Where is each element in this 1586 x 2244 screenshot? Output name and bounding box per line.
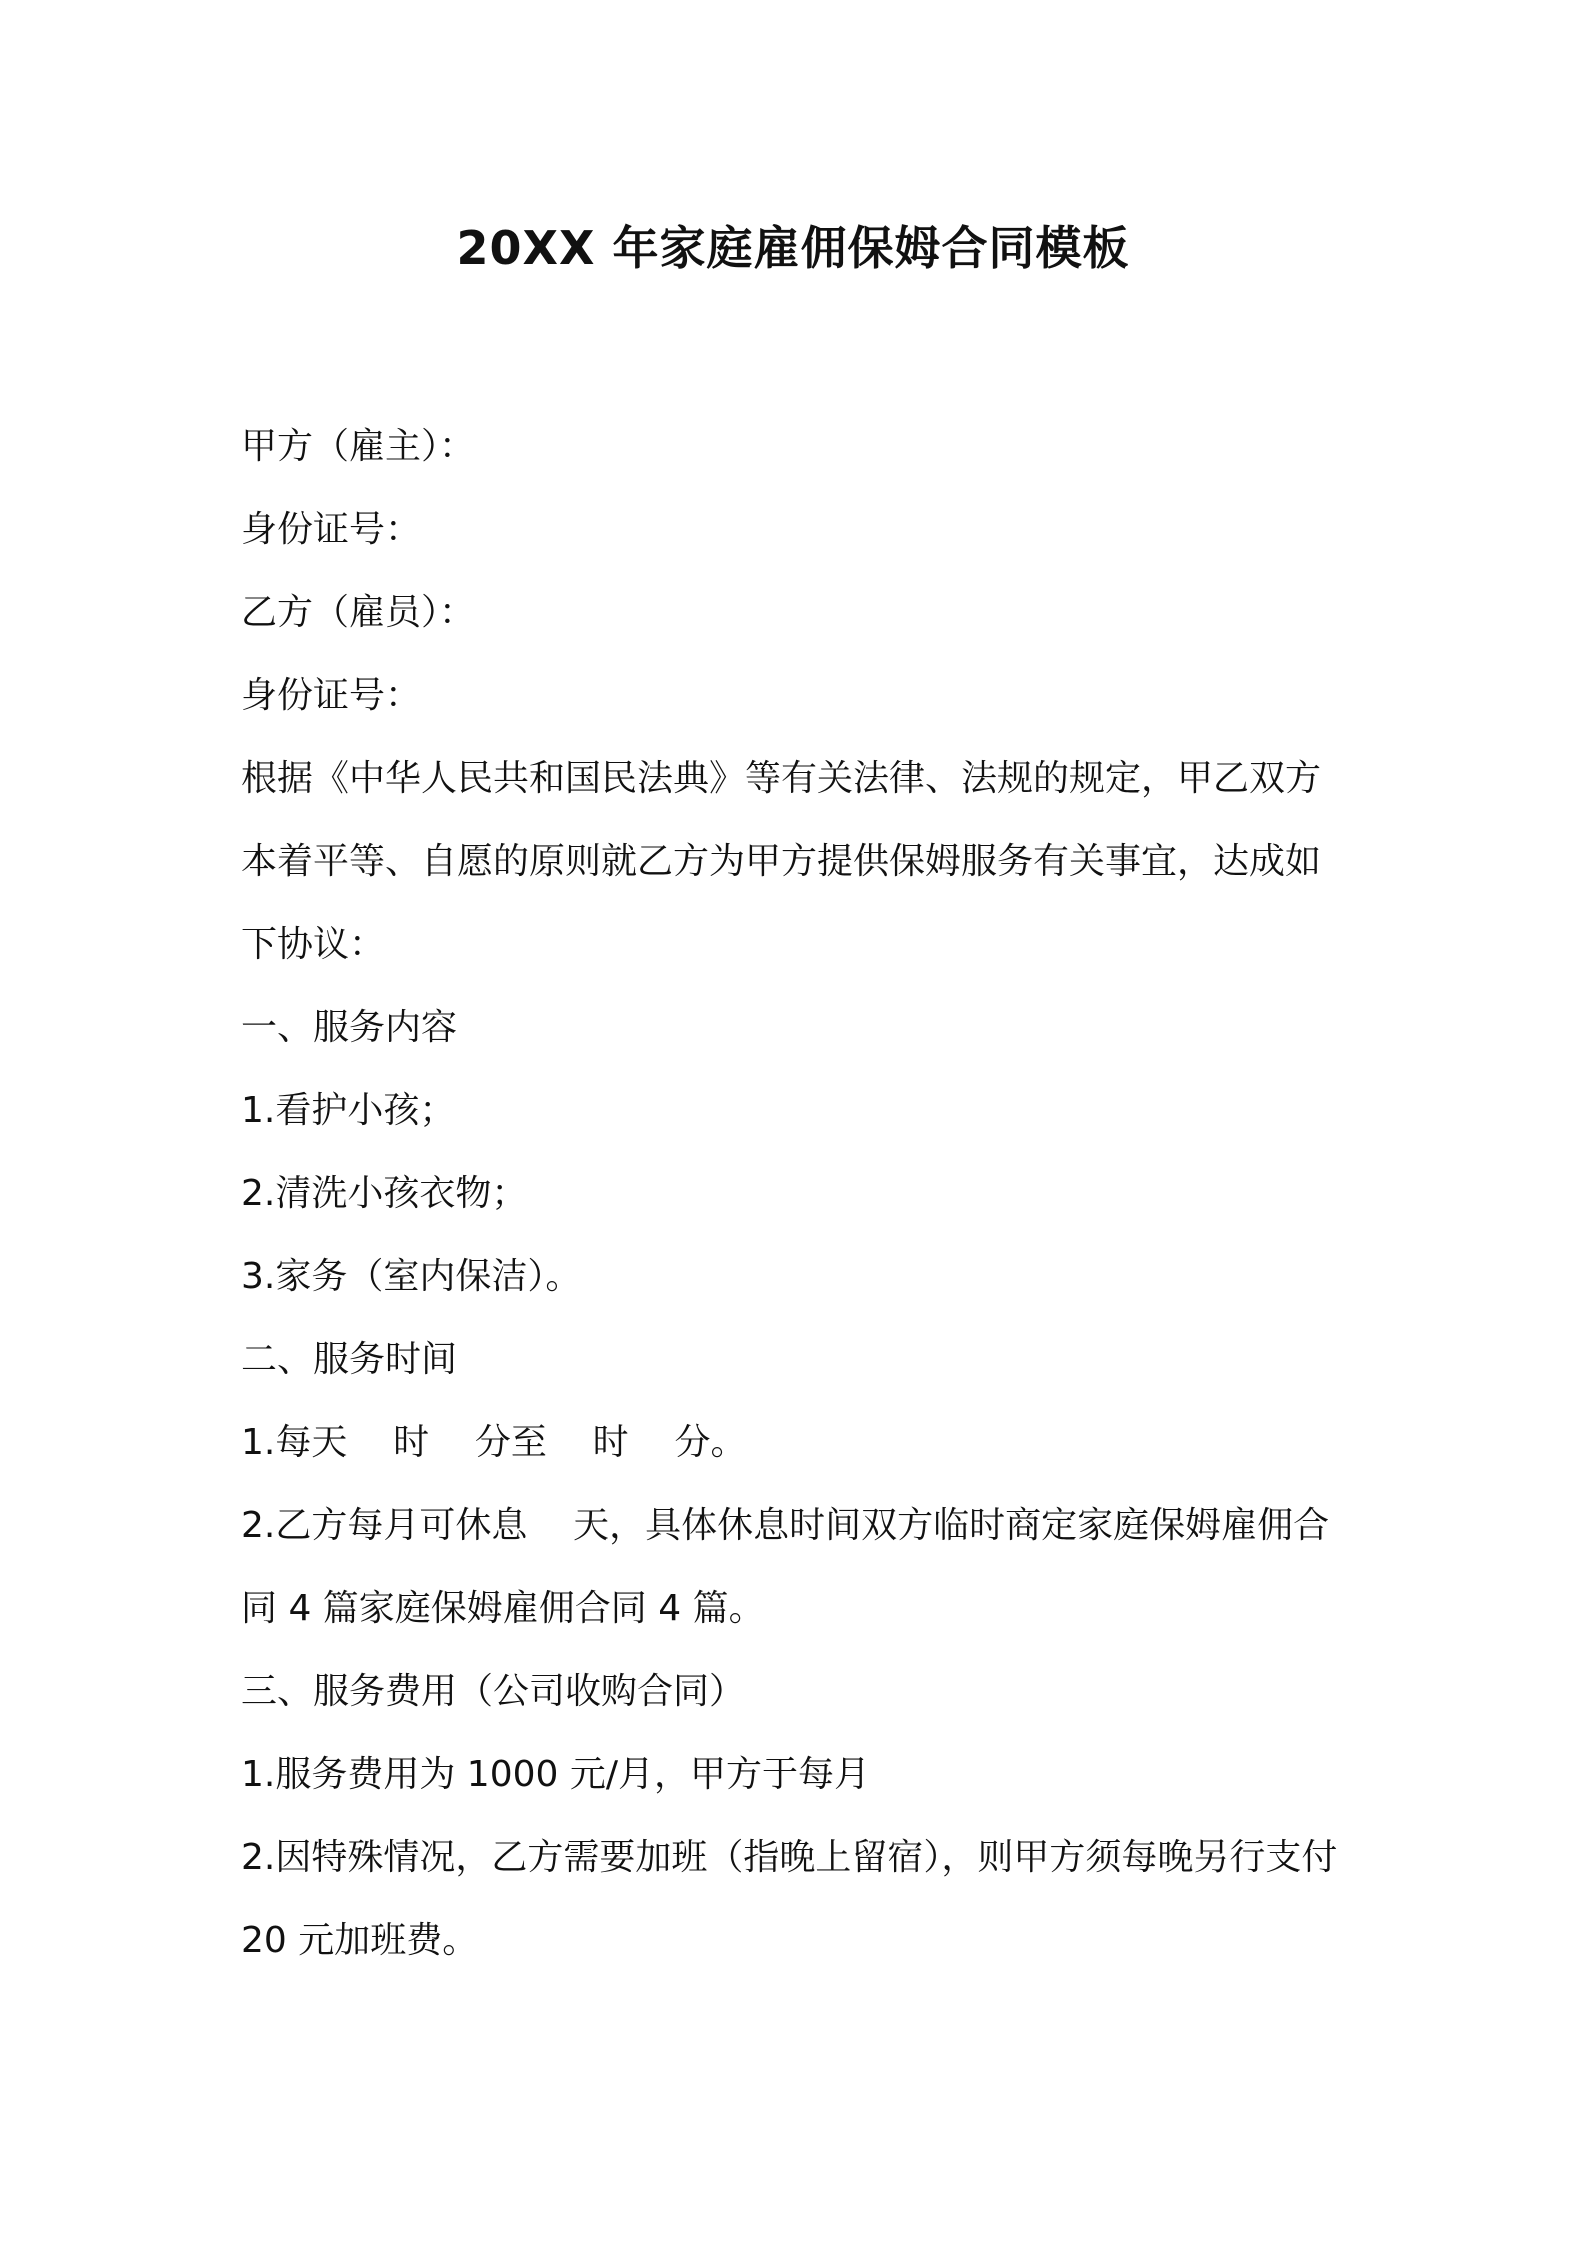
party-b-line: 乙方（雇员）： [241, 592, 476, 633]
service-fee-item-2: 2.因特殊情况，乙方需要加班（指晚上留宿），则甲方须每晚另行支付 20 元加班费。 [241, 1837, 1349, 1961]
service-fee-item-1: 1.服务费用为 1000 元/月，甲方于每月 [241, 1754, 870, 1795]
party-a-line: 甲方（雇主）： [241, 426, 476, 467]
party-a-id-line: 身份证号： [241, 509, 422, 550]
service-item-1: 1.看护小孩； [241, 1090, 456, 1131]
service-item-3: 3.家务（室内保洁）。 [241, 1256, 582, 1297]
document-body [241, 405, 1351, 1982]
service-time-item-2: 2.乙方每月可休息 天，具体休息时间双方临时商定家庭保姆雇佣合同 4 篇家庭保姆雇佣合同 4 篇。 [241, 1505, 1330, 1629]
service-time-item-1: 1.每天 时 分至 时 分。 [241, 1422, 747, 1463]
party-b-id-line: 身份证号： [241, 675, 422, 716]
section-heading-service-content: 一、服务内容 [241, 1007, 458, 1048]
section-heading-service-time: 二、服务时间 [241, 1339, 458, 1380]
document-title: 20XX 年家庭雇佣保姆合同模板 [456, 221, 1130, 275]
service-item-2: 2.清洗小孩衣物； [241, 1173, 528, 1214]
preamble-paragraph: 根据《中华人民共和国民法典》等有关法律、法规的规定，甲乙双方本着平等、自愿的原则就乙方为甲方提供保姆服务有关事宜，达成如下协议： [241, 758, 1322, 965]
section-heading-service-fee: 三、服务费用（公司收购合同） [241, 1671, 746, 1712]
